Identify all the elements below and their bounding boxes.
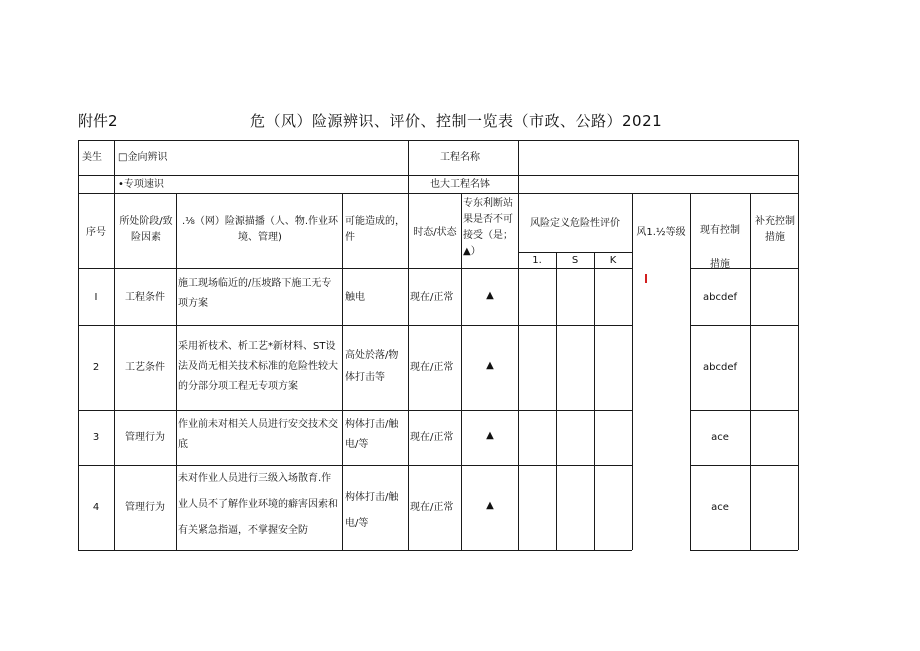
row-control: ace	[711, 502, 729, 513]
row-control: abcdef	[703, 292, 737, 303]
category-value: □金向辨识	[118, 152, 168, 163]
row-judgment: ▲	[486, 290, 494, 301]
row-stage: 工程条件	[125, 292, 165, 303]
page-title: 危（风）险源辨识、评价、控制一览表（市政、公路）2021	[250, 112, 663, 130]
sub-category-value: •专项速识	[118, 179, 164, 190]
row-control: abcdef	[703, 362, 737, 373]
row-state: 现在/正常	[410, 362, 454, 373]
row-stage: 工艺条件	[125, 362, 165, 373]
row-state: 现在/正常	[410, 292, 454, 303]
annex-label: 附件2	[78, 112, 118, 130]
project-name-label: 工程名称	[440, 152, 480, 163]
row-description: 采用祈枝术、析工艺*新材料、ST设法及尚无相关技术标准的危险性较大的分部分项工程无专项方案	[178, 341, 338, 392]
row-control: ace	[711, 432, 729, 443]
row-stage: 管理行为	[125, 502, 165, 513]
row-consequence: 构体打击/触电/等	[345, 419, 399, 450]
row-no: 2	[92, 362, 100, 373]
category-label: 美生	[82, 152, 102, 163]
row-description: 未对作业人员进行三级入场散育.作业人员不了解作业环境的癖害因索和有关紧急指逼，不掌握安全防	[178, 473, 338, 536]
row-judgment: ▲	[486, 360, 494, 371]
row-state: 现在/正常	[410, 502, 454, 513]
row-judgment: ▲	[486, 430, 494, 441]
row-description: 施工现场临近的/压坡路下施工无专项方案	[178, 278, 332, 309]
col-risk-level: 风1.½等级	[636, 227, 686, 238]
red-tick-mark	[645, 274, 647, 283]
col-risk-k: K	[609, 255, 617, 266]
col-risk-l: 1.	[532, 255, 542, 266]
row-no: 3	[92, 432, 100, 443]
row-description: 作业前未对相关人员进行安交技术交底	[178, 419, 338, 450]
row-state: 现在/正常	[410, 432, 454, 443]
row-consequence: 触电	[345, 292, 365, 303]
row-judgment: ▲	[486, 500, 494, 511]
row-consequence: 构体打击/触电/等	[345, 492, 399, 529]
col-state: 时态/状态	[413, 227, 457, 238]
col-judgment: 专东利断站果是否不可接受（是；▲）	[463, 198, 513, 257]
col-stage: 所处阶段/致险因素	[119, 216, 173, 243]
col-extra-control: 补充控制措施	[755, 216, 795, 243]
col-risk-eval: 风险定义危险性评价	[530, 218, 620, 229]
col-description: .⅛（网）险源描播（人、物.作业环境、管理)	[181, 216, 339, 243]
col-existing-control: 现有控制措施	[700, 225, 740, 270]
col-no: 序号	[86, 227, 106, 238]
col-risk-s: S	[571, 255, 579, 266]
row-no: 4	[92, 502, 100, 513]
row-no: I	[94, 292, 98, 303]
col-consequence: 可能造成的，件	[345, 216, 405, 243]
sub-project-label: 也大工程名钵	[430, 179, 490, 190]
row-stage: 管理行为	[125, 432, 165, 443]
row-consequence: 高处於落/物体打击等	[345, 350, 399, 383]
